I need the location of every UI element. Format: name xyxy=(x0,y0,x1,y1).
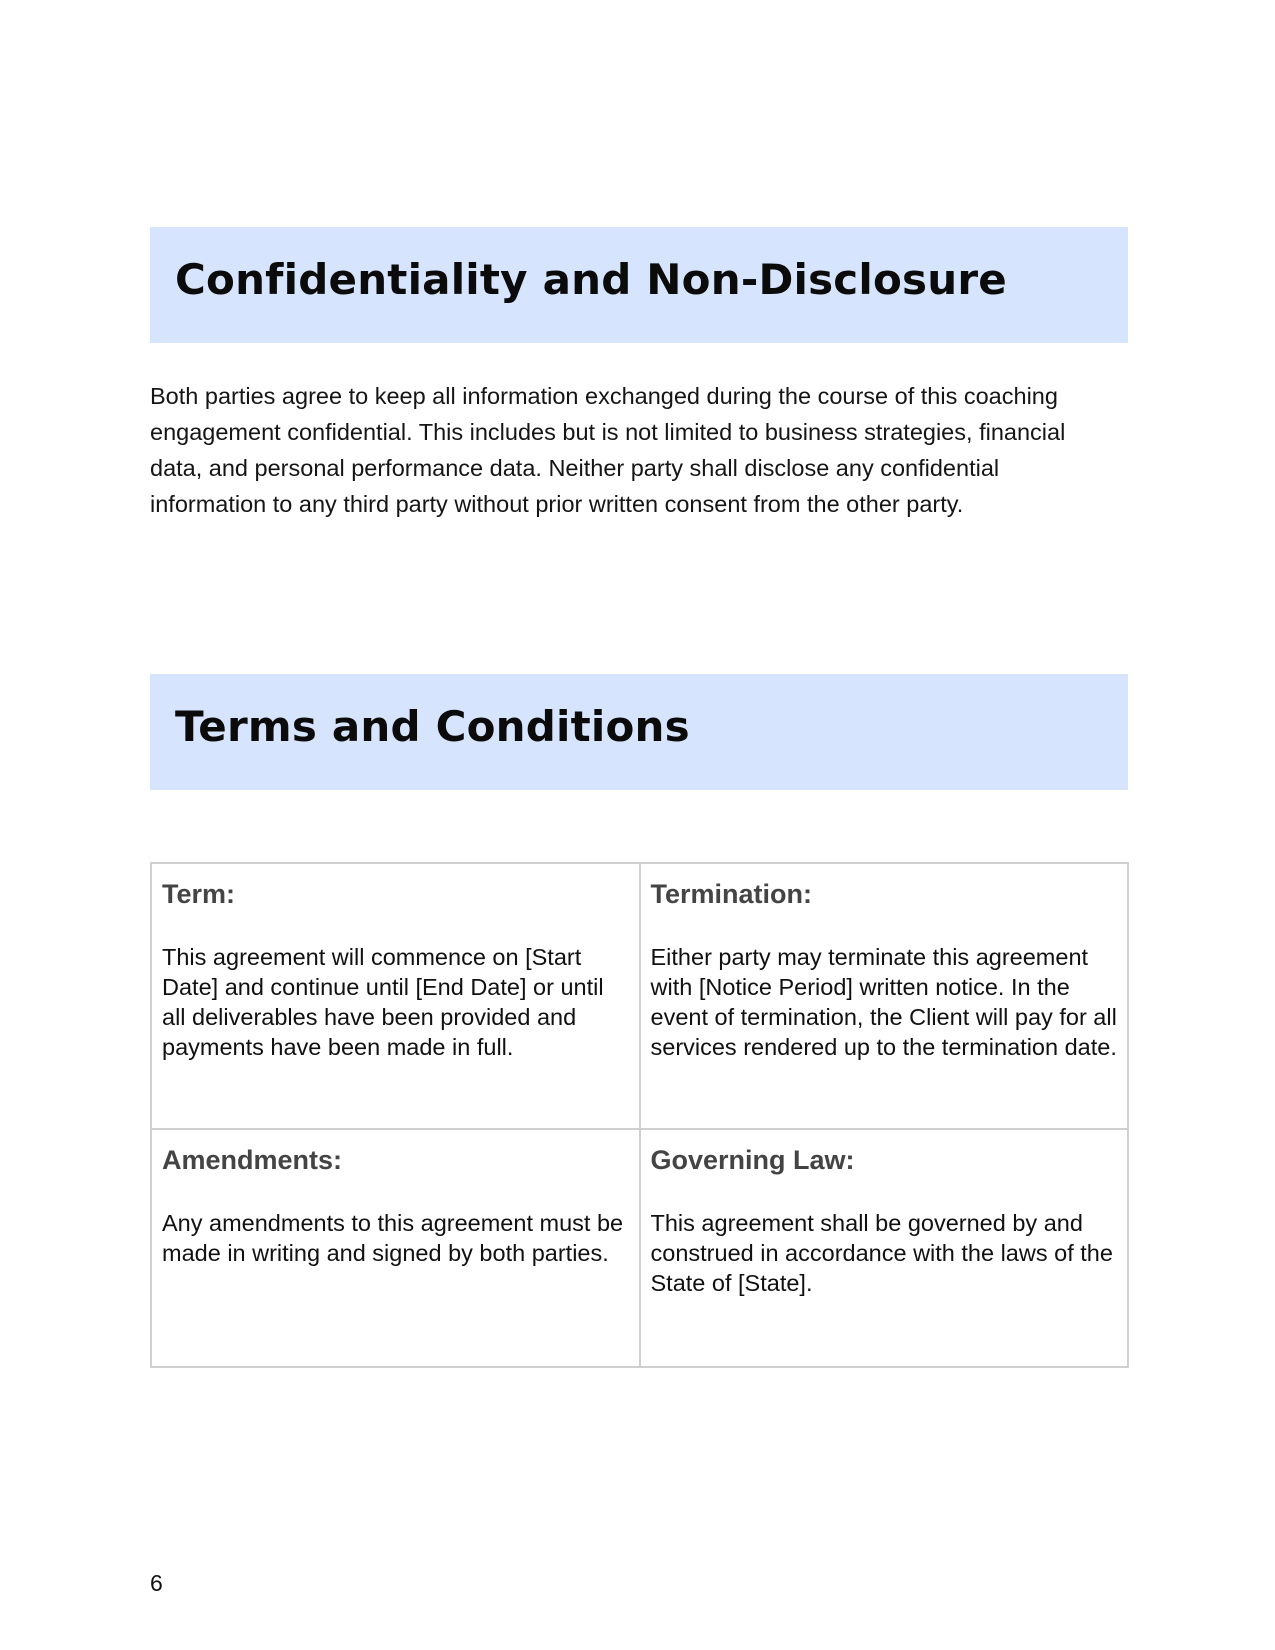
terms-table xyxy=(150,862,1129,1368)
table-row xyxy=(151,863,1128,1129)
confidentiality-paragraph: Both parties agree to keep all information exchanged during the course of this coaching engagement confidential. This includes but is not limited to business strategies, financial data, and personal performance data. Neither party shall disclose any confidential information to any third party without prior written consent from the other party. xyxy=(150,383,1066,517)
amendments-cell xyxy=(151,1129,640,1367)
confidentiality-title: Confidentiality and Non-Disclosure xyxy=(175,254,1007,304)
confidentiality-header xyxy=(150,227,1128,343)
governing-law-cell-body: This agreement shall be governed by and construed in accordance with the laws of the State of [State]. xyxy=(650,1210,1113,1296)
termination-cell-title: Termination: xyxy=(650,879,812,909)
page-number: 6 xyxy=(150,1570,163,1596)
terms-title: Terms and Conditions xyxy=(175,701,690,751)
terms-header xyxy=(150,674,1128,790)
governing-law-cell xyxy=(640,1129,1129,1367)
termination-cell xyxy=(640,863,1129,1129)
table-row xyxy=(151,1129,1128,1367)
amendments-cell-title: Amendments: xyxy=(162,1145,343,1175)
termination-cell-body: Either party may terminate this agreement with [Notice Period] written notice. In the event of termination, the Client will pay for all services rendered up to the termination date. xyxy=(650,944,1117,1060)
governing-law-cell-title: Governing Law: xyxy=(650,1145,855,1175)
amendments-cell-body: Any amendments to this agreement must be made in writing and signed by both parties. xyxy=(162,1210,624,1266)
term-cell-title: Term: xyxy=(162,879,236,909)
term-cell xyxy=(151,863,640,1129)
term-cell-body: This agreement will commence on [Start Date] and continue until [End Date] or until all deliverables have been provided and payments have been made in full. xyxy=(162,944,604,1060)
